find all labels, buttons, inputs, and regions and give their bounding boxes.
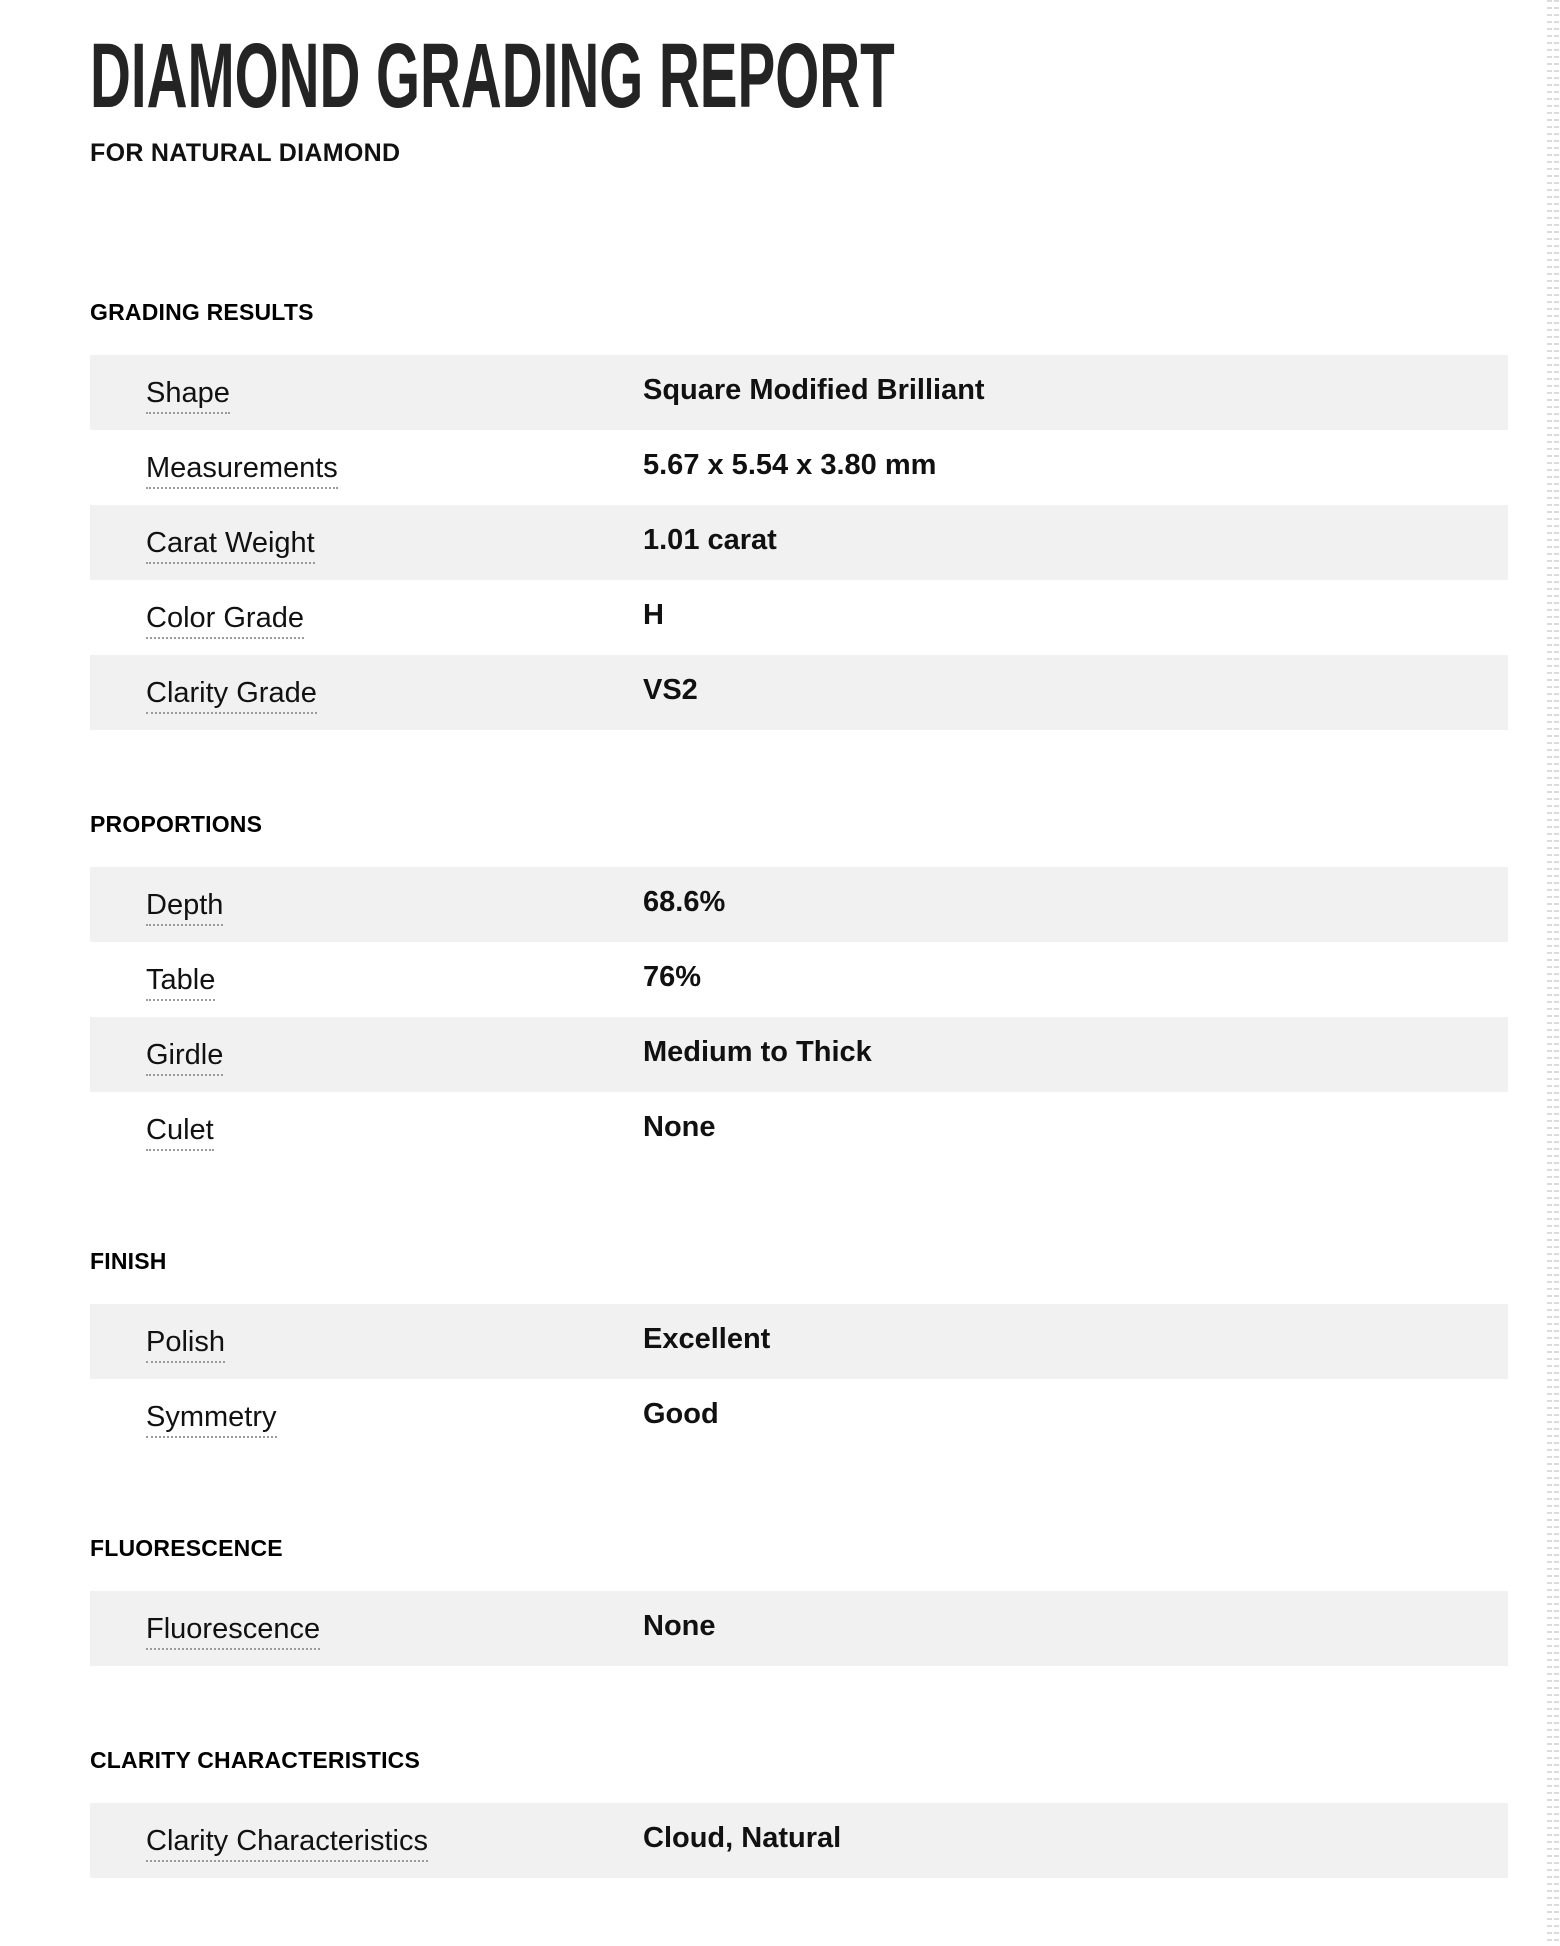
attribute-label[interactable]: Depth [146,889,223,926]
attribute-label[interactable]: Fluorescence [146,1613,320,1650]
attribute-label[interactable]: Polish [146,1326,225,1363]
attribute-value: Square Modified Brilliant [643,374,985,406]
attribute-value: Excellent [643,1323,771,1355]
attribute-label[interactable]: Measurements [146,452,338,489]
table-row [90,1379,1508,1454]
section-heading: GRADING RESULTS [90,299,314,325]
attribute-label[interactable]: Shape [146,377,230,414]
table-row [90,867,1508,942]
attribute-label[interactable]: Color Grade [146,602,304,639]
section-proportions [90,810,1560,1167]
attribute-label[interactable]: Clarity Grade [146,677,317,714]
attribute-label[interactable]: Carat Weight [146,527,315,564]
table-row [90,430,1508,505]
row-label-cell [146,1612,643,1646]
attribute-table [90,355,1508,730]
attribute-label[interactable]: Culet [146,1114,214,1151]
attribute-value: H [643,599,664,631]
table-row [90,1803,1508,1878]
row-label-cell [146,1824,643,1858]
attribute-value: VS2 [643,674,698,706]
section-finish [90,1247,1560,1454]
attribute-label[interactable]: Symmetry [146,1401,277,1438]
attribute-value: 68.6% [643,886,726,918]
row-label-cell [146,526,643,560]
attribute-table [90,1304,1508,1454]
attribute-value: 5.67 x 5.54 x 3.80 mm [643,449,937,481]
attribute-value: 1.01 carat [643,524,777,556]
attribute-table [90,867,1508,1167]
row-label-cell [146,1113,643,1147]
section-heading: FINISH [90,1248,167,1274]
row-label-cell [146,1325,643,1359]
section-clarity-characteristics [90,1746,1560,1878]
table-row [90,942,1508,1017]
row-label-cell [146,1400,643,1434]
section-heading: CLARITY CHARACTERISTICS [90,1747,421,1773]
table-row [90,655,1508,730]
section-fluorescence [90,1534,1560,1666]
attribute-label[interactable]: Girdle [146,1039,223,1076]
report-subtitle: FOR NATURAL DIAMOND [90,139,401,167]
attribute-value: None [643,1610,716,1642]
attribute-label[interactable]: Clarity Characteristics [146,1825,428,1862]
table-row [90,1092,1508,1167]
section-heading: FLUORESCENCE [90,1535,283,1561]
table-row [90,1591,1508,1666]
table-row [90,580,1508,655]
table-row [90,355,1508,430]
attribute-table [90,1591,1508,1666]
row-label-cell [146,963,643,997]
table-row [90,1017,1508,1092]
row-label-cell [146,1038,643,1072]
report-title: DIAMOND GRADING REPORT [90,25,895,127]
row-label-cell [146,888,643,922]
row-label-cell [146,601,643,635]
section-heading: PROPORTIONS [90,811,263,837]
page-edge-dash-texture [1547,0,1560,1946]
row-label-cell [146,451,643,485]
section-grading-results [90,298,1560,730]
table-row [90,1304,1508,1379]
attribute-value: Cloud, Natural [643,1822,842,1854]
attribute-value: None [643,1111,716,1143]
table-row [90,505,1508,580]
row-label-cell [146,376,643,410]
attribute-value: Good [643,1398,719,1430]
attribute-label[interactable]: Table [146,964,215,1001]
row-label-cell [146,676,643,710]
attribute-value: Medium to Thick [643,1036,872,1068]
attribute-value: 76% [643,961,702,993]
attribute-table [90,1803,1508,1878]
